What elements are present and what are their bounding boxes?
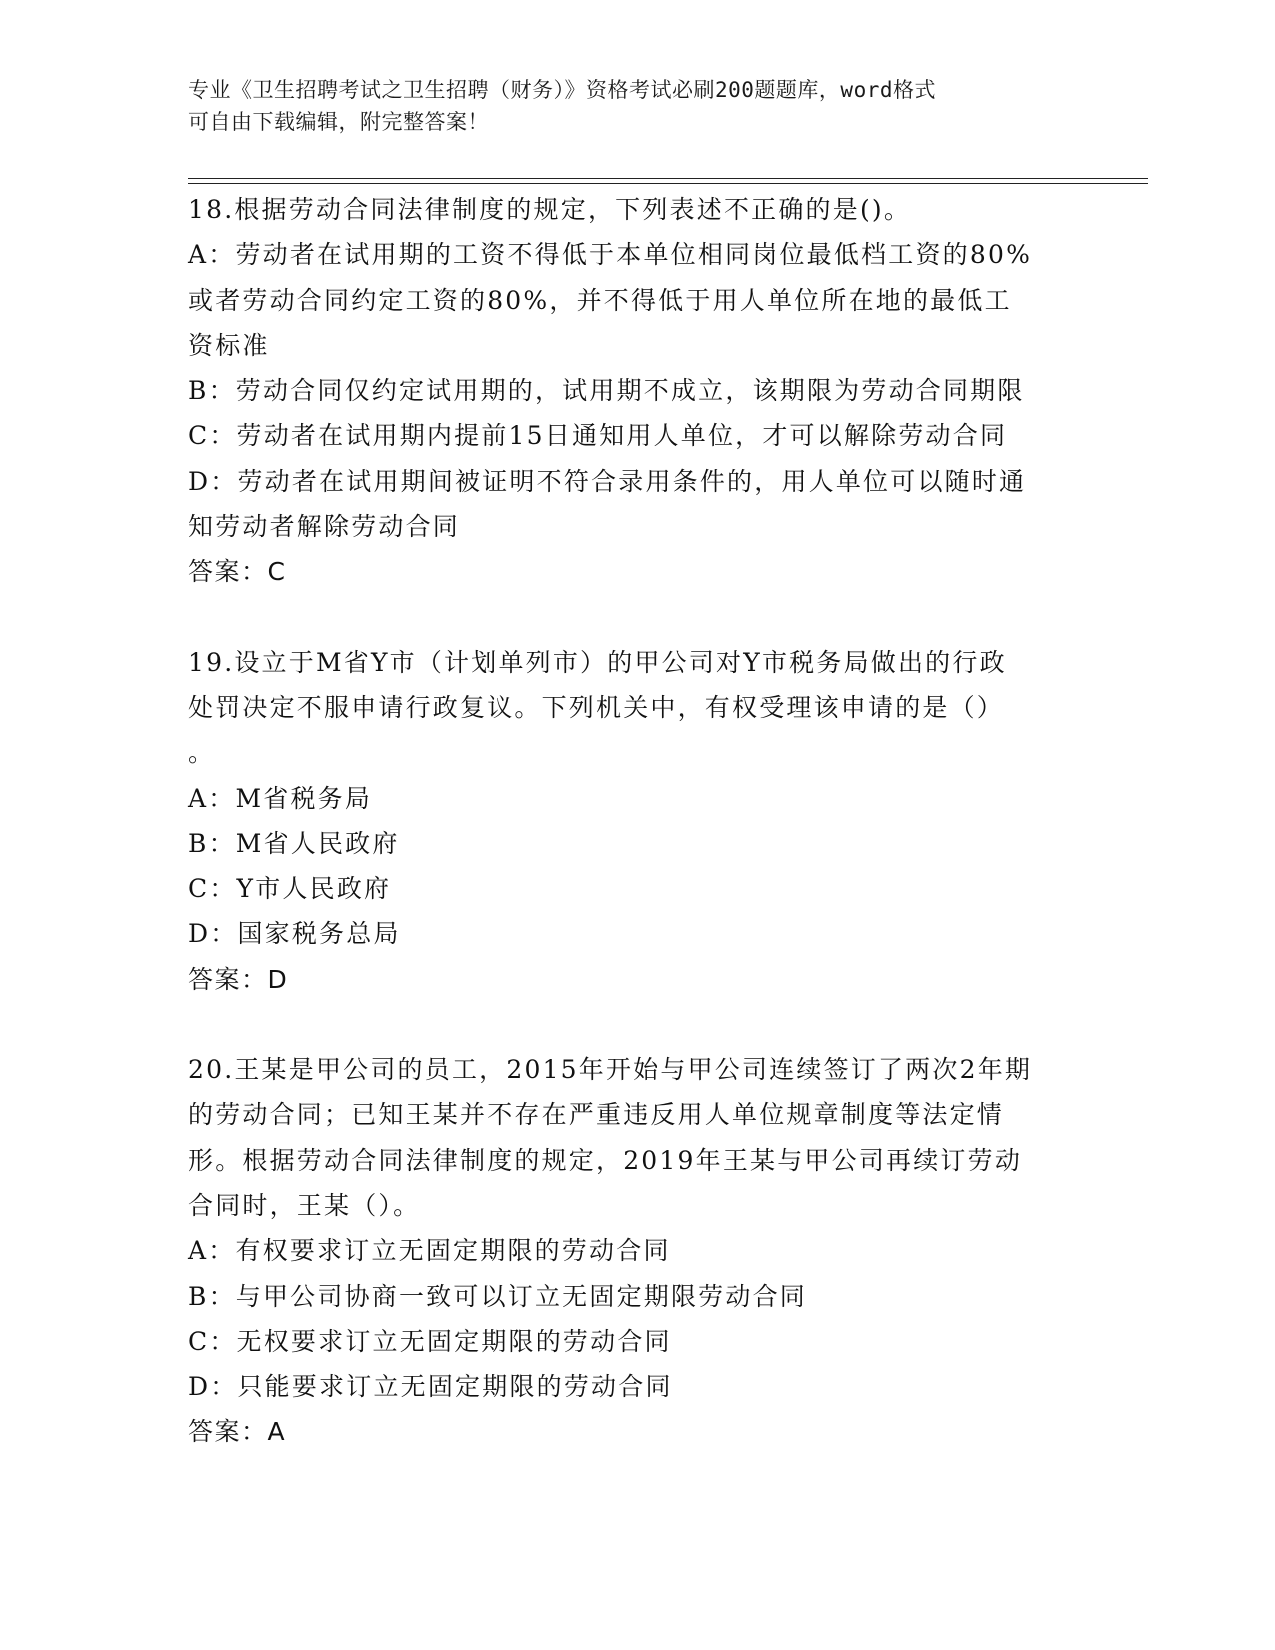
- question-stem-cont: 。: [188, 738, 216, 768]
- option-a: A：M省税务局: [188, 783, 373, 813]
- option-b: B：M省人民政府: [188, 828, 400, 858]
- question-list: [188, 187, 1088, 1455]
- option-d: D：只能要求订立无固定期限的劳动合同: [188, 1372, 673, 1402]
- option-c: C：无权要求订立无固定期限的劳动合同: [188, 1326, 672, 1356]
- question-stem-cont: 合同时，王某（）。: [188, 1190, 421, 1220]
- question-block: [188, 640, 1088, 1002]
- header-divider-top: [188, 178, 1148, 179]
- question-stem-cont: 处罚决定不服申请行政复议。下列机关中，有权受理该申请的是（）: [188, 692, 1005, 722]
- page-header: [188, 74, 1068, 138]
- option-a-cont: 资标准: [188, 330, 270, 360]
- option-b: B：劳动合同仅约定试用期的，试用期不成立，该期限为劳动合同期限: [188, 376, 1025, 406]
- question-stem-cont: 的劳动合同；已知王某并不存在严重违反用人单位规章制度等法定情: [188, 1100, 1005, 1130]
- question-block: [188, 1047, 1088, 1455]
- answer-label: 答案：D: [188, 964, 289, 994]
- header-line-1: 专业《卫生招聘考试之卫生招聘（财务）》资格考试必刷200题题库，word格式: [188, 78, 936, 102]
- option-c: C：Y市人民政府: [188, 874, 392, 904]
- question-stem: 19.设立于M省Y市（计划单列市）的甲公司对Y市税务局做出的行政: [188, 647, 1007, 677]
- question-stem: 18.根据劳动合同法律制度的规定，下列表述不正确的是()。: [188, 195, 912, 224]
- option-c: C：劳动者在试用期内提前15日通知用人单位，才可以解除劳动合同: [188, 421, 1008, 451]
- option-a: A：劳动者在试用期的工资不得低于本单位相同岗位最低档工资的80%: [188, 240, 1033, 270]
- header-line-2: 可自由下载编辑，附完整答案！: [188, 110, 489, 134]
- option-d-cont: 知劳动者解除劳动合同: [188, 512, 461, 542]
- answer-label: 答案：A: [188, 1417, 287, 1447]
- option-d: D：劳动者在试用期间被证明不符合录用条件的，用人单位可以随时通: [188, 466, 1027, 496]
- option-b: B：与甲公司协商一致可以订立无固定期限劳动合同: [188, 1281, 807, 1311]
- header-divider-bottom: [188, 183, 1148, 184]
- option-a-cont: 或者劳动合同约定工资的80%，并不得低于用人单位所在地的最低工: [188, 285, 1012, 315]
- question-stem: 20.王某是甲公司的员工，2015年开始与甲公司连续签订了两次2年期: [188, 1055, 1033, 1085]
- question-block: [188, 187, 1088, 595]
- answer-label: 答案：C: [188, 557, 287, 587]
- option-a: A：有权要求订立无固定期限的劳动合同: [188, 1236, 671, 1266]
- question-stem-cont: 形。根据劳动合同法律制度的规定，2019年王某与甲公司再续订劳动: [188, 1145, 1023, 1175]
- option-d: D：国家税务总局: [188, 919, 401, 949]
